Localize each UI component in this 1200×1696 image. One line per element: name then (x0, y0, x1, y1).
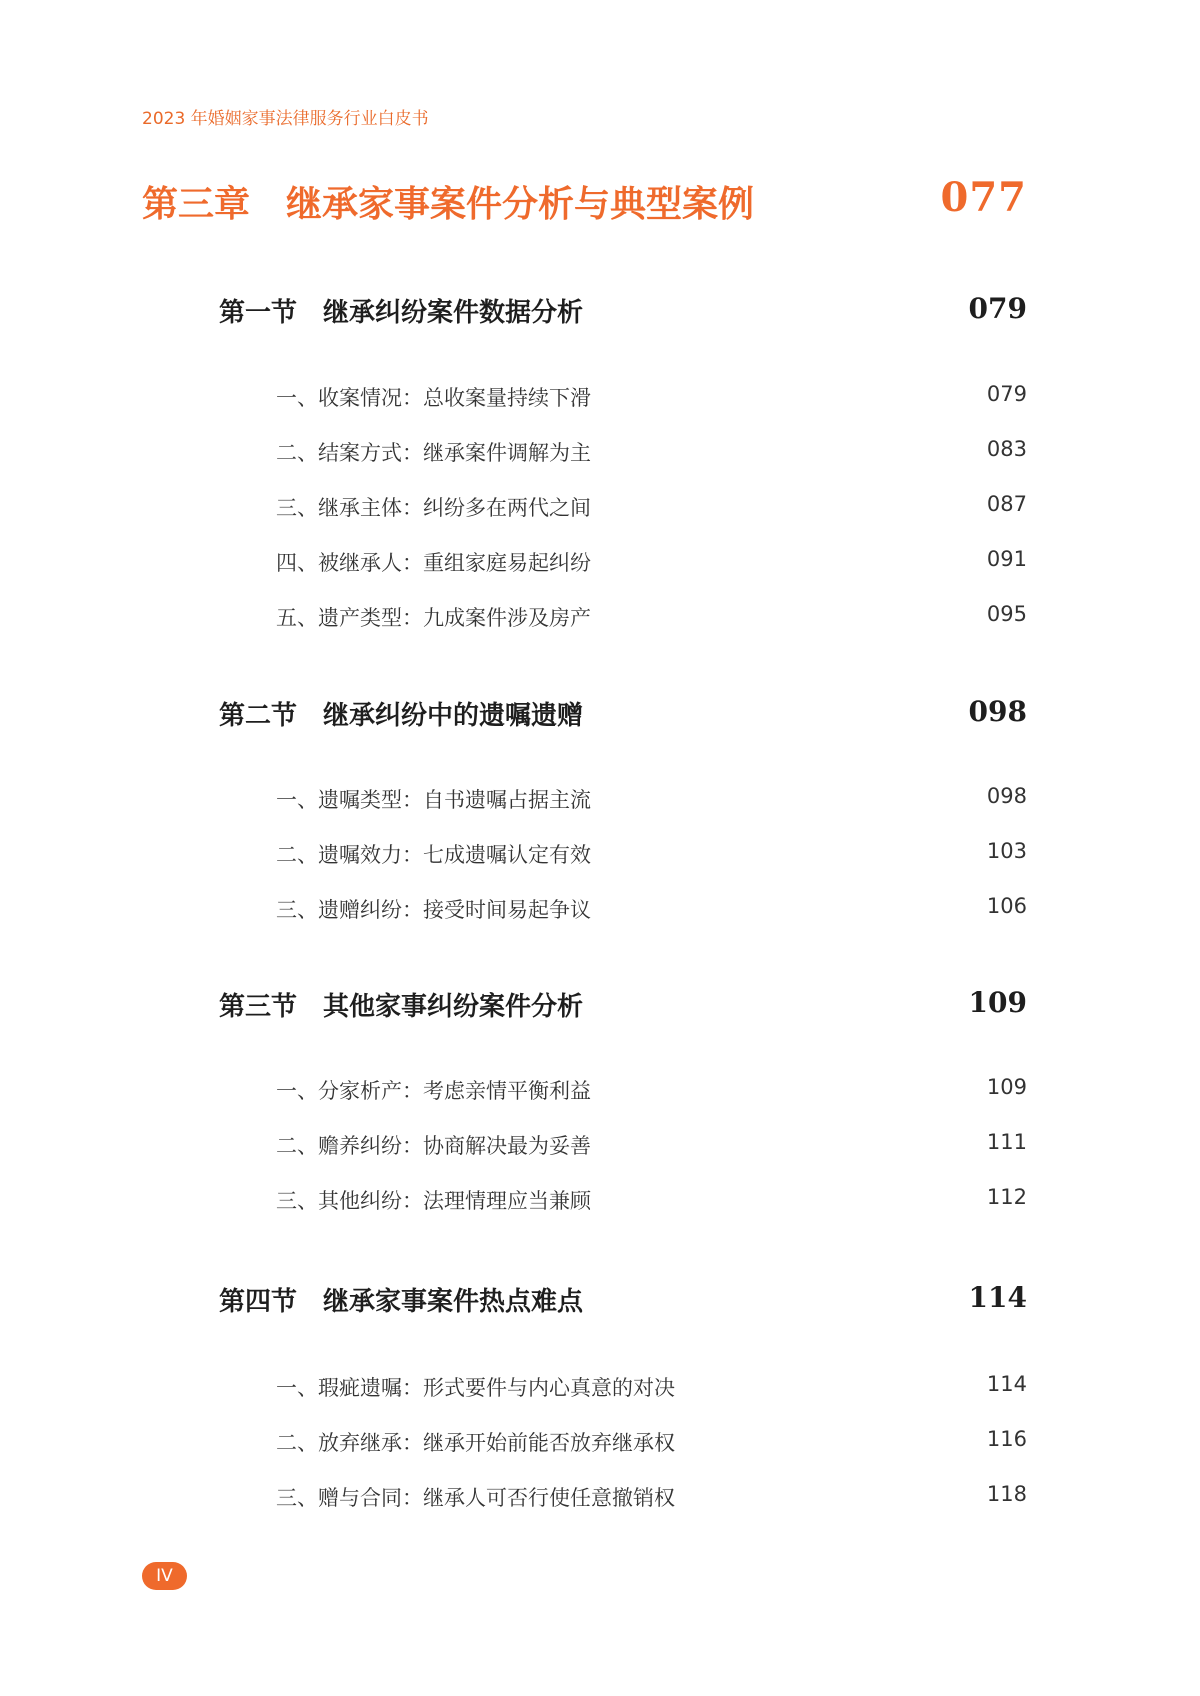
toc-entry-page: 095 (986, 602, 1027, 626)
toc-entry-page: 087 (986, 492, 1027, 516)
section-page-number: 114 (968, 1281, 1027, 1314)
toc-entry-page: 109 (986, 1075, 1027, 1099)
header-title: 2023 年婚姻家事法律服务行业白皮书 (142, 109, 429, 129)
section-title: 第一节 继承纠纷案件数据分析 (219, 298, 584, 328)
toc-entry-page: 091 (986, 547, 1027, 571)
toc-entry-title: 三、遗赠纠纷：接受时间易起争议 (276, 898, 591, 922)
toc-entry-title: 三、赠与合同：继承人可否行使任意撤销权 (276, 1486, 675, 1510)
toc-entry-page: 106 (986, 894, 1027, 918)
toc-entry-page: 103 (986, 839, 1027, 863)
toc-entry-title: 二、赡养纠纷：协商解决最为妥善 (276, 1134, 591, 1158)
toc-entry-page: 083 (986, 437, 1027, 461)
chapter-page-number: 077 (940, 174, 1027, 221)
toc-entry-title: 一、遗嘱类型：自书遗嘱占据主流 (276, 788, 591, 812)
toc-entry-title: 五、遗产类型：九成案件涉及房产 (276, 606, 591, 630)
toc-entry-title: 一、分家析产：考虑亲情平衡利益 (276, 1079, 591, 1103)
page-number-badge: IV (142, 1562, 187, 1590)
toc-entry-page: 112 (986, 1185, 1027, 1209)
toc-entry-page: 114 (986, 1372, 1027, 1396)
section-title: 第二节 继承纠纷中的遗嘱遗赠 (219, 701, 584, 731)
toc-entry-title: 三、其他纠纷：法理情理应当兼顾 (276, 1189, 591, 1213)
toc-entry-title: 一、瑕疵遗嘱：形式要件与内心真意的对决 (276, 1376, 675, 1400)
toc-entry-page: 116 (986, 1427, 1027, 1451)
chapter-title: 第三章 继承家事案件分析与典型案例 (142, 183, 755, 225)
section-page-number: 079 (968, 292, 1027, 325)
chapter-heading[interactable] (142, 168, 1027, 224)
section-title: 第三节 其他家事纠纷案件分析 (219, 992, 584, 1022)
section-title: 第四节 继承家事案件热点难点 (219, 1287, 584, 1317)
section-page-number: 109 (968, 986, 1027, 1019)
section-page-number: 098 (968, 695, 1027, 728)
toc-entry-page: 079 (986, 382, 1027, 406)
toc-entry-title: 二、遗嘱效力：七成遗嘱认定有效 (276, 843, 591, 867)
toc-entry-page: 118 (986, 1482, 1027, 1506)
toc-entry-title: 二、放弃继承：继承开始前能否放弃继承权 (276, 1431, 675, 1455)
toc-entry-page: 098 (986, 784, 1027, 808)
toc-entry-title: 三、继承主体：纠纷多在两代之间 (276, 496, 591, 520)
toc-entry-page: 111 (986, 1130, 1027, 1154)
toc-entry-title: 二、结案方式：继承案件调解为主 (276, 441, 591, 465)
toc-entry-title: 四、被继承人：重组家庭易起纠纷 (276, 551, 591, 575)
toc-entry-title: 一、收案情况：总收案量持续下滑 (276, 386, 591, 410)
